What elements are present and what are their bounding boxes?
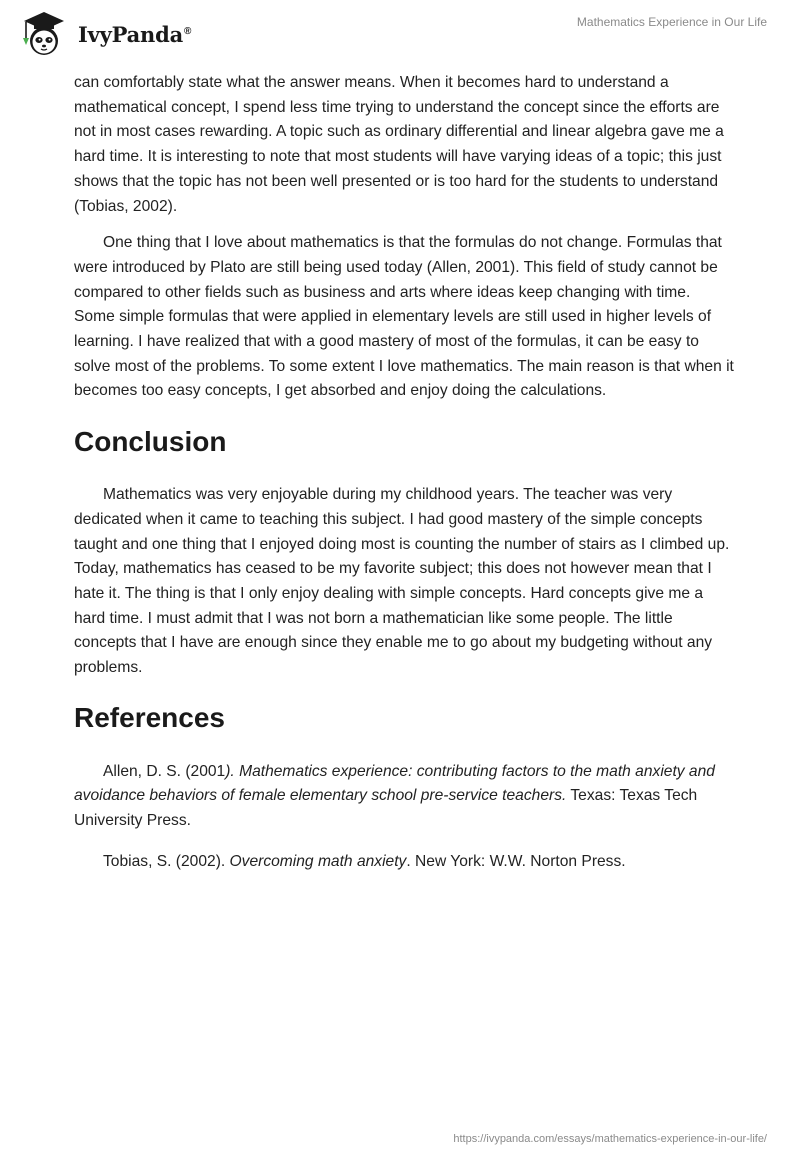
running-title: Mathematics Experience in Our Life <box>576 15 767 29</box>
page-header <box>0 0 800 70</box>
reference-item <box>74 760 734 834</box>
ivypanda-logo[interactable] <box>14 8 191 58</box>
reference-title: ). Mathematics experience: contributing factors to the math anxiety and avoidance behaviors of female elementary school pre-service teachers. <box>74 762 715 805</box>
registered-mark: ® <box>184 25 192 37</box>
brand-name: IvyPanda® <box>78 21 192 47</box>
conclusion-heading: Conclusion <box>74 426 227 458</box>
source-url[interactable]: https://ivypanda.com/essays/mathematics-experience-in-our-life/ <box>453 1133 767 1145</box>
essay-content <box>74 71 734 875</box>
reference-author: Allen, D. S. (2001 <box>103 762 226 780</box>
conclusion-paragraph: Mathematics was very enjoyable during my childhood years. The teacher was very dedicated when it came to teaching this subject. I had good mastery of the simple concepts taught and one thing that I enjoyed doing most is counting the number of stairs as I climbed up. Today, mathematics has ceased to be my favorite subject; this does not however mean that I hate it. The thing is that I only enjoy dealing with simple concepts. Hard concepts give me a hard time. I must admit that I was not born a mathematician like some people. The little concepts that I have are enough since they enable me to go about my budgeting without any problems. <box>74 486 730 677</box>
reference-publisher: . New York: W.W. Norton Press. <box>406 852 626 870</box>
reference-title: Overcoming math anxiety <box>229 852 407 870</box>
reference-author: Tobias, S. (2002). <box>103 852 230 870</box>
body-paragraph: One thing that I love about mathematics is that the formulas do not change. Formulas that were introduced by Plato are still being used today (Allen, 2001). This field of study cannot be compared to other fields such as business and arts where ideas keep changing with time. Some simple formulas that were applied in elementary levels are still used in higher levels of learning. I have realized that with a good mastery of most of the formulas, it can be easy to solve most of the problems. To some extent I love mathematics. The main reason is that when it becomes too easy concepts, I get absorbed and enjoy doing the calculations. <box>74 234 734 400</box>
panda-graduate-icon <box>14 8 76 58</box>
reference-item <box>74 850 734 875</box>
references-heading: References <box>74 701 225 733</box>
reference-publisher: Texas: Texas Tech University Press. <box>74 787 698 830</box>
body-paragraph: can comfortably state what the answer means. When it becomes hard to understand a mathematical concept, I spend less time trying to understand the concept since the efforts are not in most cases rewarding. A topic such as ordinary differential and linear algebra gave me a hard time. It is interesting to note that most students will have varying ideas of a topic; this just shows that the topic has not been well presented or is too hard for the students to understand (Tobias, 2002). <box>74 74 724 215</box>
